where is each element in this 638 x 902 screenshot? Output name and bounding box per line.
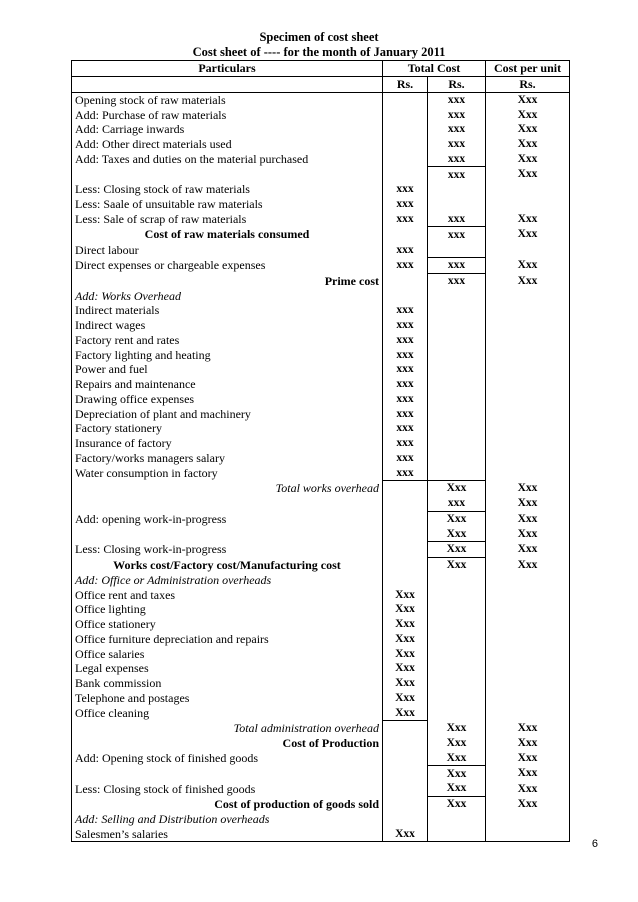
table-row: [72, 92, 570, 107]
total-cost-cell: [428, 347, 486, 362]
total-cost-cell: Xxx: [428, 542, 486, 558]
particulars-cell: Add: Opening stock of finished goods: [72, 751, 383, 766]
total-cost-cell: Xxx: [428, 766, 486, 781]
cost-per-unit-cell: Xxx: [486, 736, 570, 751]
total-cost-cell: xxx: [428, 92, 486, 107]
particulars-cell: Insurance of factory: [72, 436, 383, 451]
total-cost-cell: [428, 573, 486, 588]
particulars-cell: Factory rent and rates: [72, 333, 383, 348]
total-cost-detail-cell: Xxx: [383, 646, 428, 661]
cost-per-unit-cell: [486, 197, 570, 212]
page-number: 6: [591, 838, 598, 850]
table-row: [72, 511, 570, 526]
total-cost-detail-cell: Xxx: [383, 661, 428, 676]
particulars-cell: [72, 766, 383, 781]
total-cost-detail-cell: xxx: [383, 333, 428, 348]
total-cost-detail-cell: xxx: [383, 362, 428, 377]
particulars-cell: Total administration overhead: [72, 721, 383, 736]
table-row: [72, 481, 570, 496]
total-cost-detail-cell: [383, 557, 428, 572]
table-row: [72, 182, 570, 197]
total-cost-detail-cell: xxx: [383, 182, 428, 197]
cost-per-unit-cell: [486, 826, 570, 841]
cost-per-unit-cell: Xxx: [486, 257, 570, 273]
table-row: [72, 122, 570, 137]
total-cost-detail-cell: [383, 227, 428, 242]
cost-per-unit-cell: [486, 318, 570, 333]
table-row: [72, 107, 570, 122]
table-row: [72, 646, 570, 661]
table-row: [72, 542, 570, 558]
cost-per-unit-cell: [486, 632, 570, 647]
table-row: [72, 587, 570, 602]
table-row: [72, 526, 570, 541]
cost-per-unit-cell: [486, 333, 570, 348]
particulars-cell: Less: Closing stock of finished goods: [72, 781, 383, 796]
table-row: [72, 318, 570, 333]
total-cost-cell: [428, 617, 486, 632]
cost-per-unit-cell: [486, 362, 570, 377]
cost-per-unit-cell: [486, 465, 570, 480]
cost-per-unit-cell: Xxx: [486, 781, 570, 796]
table-row: [72, 705, 570, 720]
table-row: [72, 436, 570, 451]
table-row: [72, 421, 570, 436]
particulars-cell: Add: Carriage inwards: [72, 122, 383, 137]
total-cost-detail-cell: [383, 152, 428, 167]
table-row: [72, 197, 570, 212]
total-cost-cell: [428, 465, 486, 480]
total-cost-detail-cell: [383, 736, 428, 751]
total-cost-cell: Xxx: [428, 557, 486, 572]
total-cost-detail-cell: xxx: [383, 421, 428, 436]
document-subtitle: Cost sheet of ---- for the month of January 2011: [192, 45, 446, 59]
table-row: [72, 661, 570, 676]
total-cost-detail-cell: xxx: [383, 465, 428, 480]
table-row: [72, 632, 570, 647]
total-cost-cell: xxx: [428, 107, 486, 122]
cost-per-unit-cell: Xxx: [486, 137, 570, 152]
total-cost-detail-cell: [383, 812, 428, 827]
particulars-cell: Add: Selling and Distribution overheads: [72, 812, 383, 827]
cost-per-unit-cell: [486, 573, 570, 588]
particulars-cell: Office rent and taxes: [72, 587, 383, 602]
cost-per-unit-cell: Xxx: [486, 766, 570, 781]
total-cost-detail-cell: xxx: [383, 377, 428, 392]
total-cost-detail-cell: xxx: [383, 303, 428, 318]
total-cost-detail-cell: [383, 137, 428, 152]
table-row: [72, 691, 570, 706]
particulars-cell: Add: Office or Administration overheads: [72, 573, 383, 588]
total-cost-cell: [428, 632, 486, 647]
cost-per-unit-cell: Xxx: [486, 796, 570, 811]
table-row: [72, 573, 570, 588]
total-cost-cell: Xxx: [428, 511, 486, 526]
table-row: [72, 362, 570, 377]
unit-cell: [72, 76, 383, 92]
particulars-cell: Direct labour: [72, 242, 383, 257]
particulars-cell: Less: Closing stock of raw materials: [72, 182, 383, 197]
total-cost-detail-cell: xxx: [383, 406, 428, 421]
total-cost-cell: [428, 333, 486, 348]
total-cost-detail-cell: [383, 766, 428, 781]
total-cost-detail-cell: [383, 481, 428, 496]
table-row: [72, 451, 570, 466]
table-row: [72, 333, 570, 348]
cost-per-unit-cell: Xxx: [486, 557, 570, 572]
total-cost-detail-cell: [383, 542, 428, 558]
total-cost-detail-cell: Xxx: [383, 691, 428, 706]
particulars-cell: Add: Works Overhead: [72, 288, 383, 303]
particulars-cell: Indirect wages: [72, 318, 383, 333]
table-row: [72, 212, 570, 227]
particulars-cell: Cost of Production: [72, 736, 383, 751]
particulars-cell: Add: Purchase of raw materials: [72, 107, 383, 122]
particulars-cell: Total works overhead: [72, 481, 383, 496]
particulars-cell: Add: Taxes and duties on the material purchased: [72, 152, 383, 167]
unit-cell: Rs.: [383, 76, 428, 92]
particulars-cell: Cost of raw materials consumed: [72, 227, 383, 242]
cost-per-unit-cell: [486, 661, 570, 676]
total-cost-detail-cell: Xxx: [383, 617, 428, 632]
total-cost-detail-cell: xxx: [383, 212, 428, 227]
total-cost-detail-cell: [383, 92, 428, 107]
total-cost-cell: Xxx: [428, 781, 486, 796]
column-header-cost-per-unit: Cost per unit: [486, 61, 570, 77]
particulars-cell: Office salaries: [72, 646, 383, 661]
cost-per-unit-cell: [486, 451, 570, 466]
table-row: [72, 602, 570, 617]
particulars-cell: Works cost/Factory cost/Manufacturing cost: [72, 557, 383, 572]
cost-per-unit-cell: Xxx: [486, 542, 570, 558]
total-cost-cell: [428, 392, 486, 407]
particulars-cell: Water consumption in factory: [72, 465, 383, 480]
table-row: [72, 781, 570, 796]
table-row: [72, 557, 570, 572]
particulars-cell: Less: Sale of scrap of raw materials: [72, 212, 383, 227]
table-row: [72, 167, 570, 182]
total-cost-cell: xxx: [428, 273, 486, 288]
particulars-cell: Office cleaning: [72, 705, 383, 720]
total-cost-detail-cell: xxx: [383, 197, 428, 212]
total-cost-detail-cell: xxx: [383, 347, 428, 362]
total-cost-cell: [428, 826, 486, 841]
header-row: [72, 61, 570, 77]
total-cost-cell: [428, 436, 486, 451]
cost-per-unit-cell: [486, 406, 570, 421]
table-row: [72, 242, 570, 257]
total-cost-cell: [428, 406, 486, 421]
total-cost-detail-cell: [383, 526, 428, 541]
table-row: [72, 766, 570, 781]
total-cost-cell: [428, 812, 486, 827]
document-title: Specimen of cost sheet: [259, 30, 379, 44]
total-cost-cell: xxx: [428, 122, 486, 137]
total-cost-detail-cell: [383, 781, 428, 796]
particulars-cell: Office lighting: [72, 602, 383, 617]
total-cost-cell: [428, 691, 486, 706]
cost-per-unit-cell: Xxx: [486, 122, 570, 137]
table-row: [72, 392, 570, 407]
total-cost-cell: Xxx: [428, 481, 486, 496]
total-cost-detail-cell: [383, 288, 428, 303]
table-row: [72, 137, 570, 152]
total-cost-cell: [428, 421, 486, 436]
cost-per-unit-cell: [486, 705, 570, 720]
total-cost-cell: Xxx: [428, 736, 486, 751]
cost-per-unit-cell: [486, 182, 570, 197]
cost-per-unit-cell: [486, 347, 570, 362]
total-cost-cell: Xxx: [428, 796, 486, 811]
total-cost-cell: [428, 676, 486, 691]
total-cost-cell: [428, 602, 486, 617]
total-cost-detail-cell: [383, 107, 428, 122]
particulars-cell: Office furniture depreciation and repairs: [72, 632, 383, 647]
unit-cell: Rs.: [486, 76, 570, 92]
cost-per-unit-cell: [486, 646, 570, 661]
particulars-cell: Repairs and maintenance: [72, 377, 383, 392]
cost-per-unit-cell: Xxx: [486, 92, 570, 107]
column-header-particulars: Particulars: [72, 61, 383, 77]
total-cost-detail-cell: Xxx: [383, 587, 428, 602]
total-cost-detail-cell: Xxx: [383, 632, 428, 647]
total-cost-detail-cell: Xxx: [383, 705, 428, 720]
total-cost-cell: xxx: [428, 152, 486, 167]
cost-per-unit-cell: Xxx: [486, 481, 570, 496]
cost-per-unit-cell: [486, 436, 570, 451]
total-cost-cell: [428, 182, 486, 197]
cost-per-unit-cell: Xxx: [486, 721, 570, 736]
table-row: [72, 288, 570, 303]
total-cost-detail-cell: xxx: [383, 392, 428, 407]
table-row: [72, 406, 570, 421]
total-cost-cell: [428, 587, 486, 602]
particulars-cell: Less: Saale of unsuitable raw materials: [72, 197, 383, 212]
table-row: [72, 721, 570, 736]
table-row: [72, 227, 570, 242]
particulars-cell: Direct expenses or chargeable expenses: [72, 257, 383, 273]
total-cost-detail-cell: xxx: [383, 318, 428, 333]
cost-per-unit-cell: [486, 392, 570, 407]
cost-sheet-table: [71, 60, 570, 842]
total-cost-cell: xxx: [428, 227, 486, 242]
cost-per-unit-cell: [486, 602, 570, 617]
cost-per-unit-cell: Xxx: [486, 511, 570, 526]
total-cost-cell: [428, 288, 486, 303]
total-cost-detail-cell: Xxx: [383, 602, 428, 617]
particulars-cell: Salesmen’s salaries: [72, 826, 383, 841]
cost-per-unit-cell: Xxx: [486, 496, 570, 511]
cost-per-unit-cell: [486, 303, 570, 318]
particulars-cell: Prime cost: [72, 273, 383, 288]
cost-per-unit-cell: [486, 242, 570, 257]
total-cost-detail-cell: [383, 511, 428, 526]
cost-per-unit-cell: Xxx: [486, 273, 570, 288]
particulars-cell: Cost of production of goods sold: [72, 796, 383, 811]
units-row: [72, 76, 570, 92]
particulars-cell: Indirect materials: [72, 303, 383, 318]
cost-per-unit-cell: Xxx: [486, 152, 570, 167]
cost-per-unit-cell: [486, 812, 570, 827]
cost-per-unit-cell: [486, 691, 570, 706]
cost-per-unit-cell: [486, 587, 570, 602]
cost-per-unit-cell: Xxx: [486, 227, 570, 242]
total-cost-cell: [428, 303, 486, 318]
cost-per-unit-cell: [486, 617, 570, 632]
table-row: [72, 796, 570, 811]
total-cost-detail-cell: xxx: [383, 257, 428, 273]
total-cost-detail-cell: xxx: [383, 242, 428, 257]
table-row: [72, 273, 570, 288]
cost-per-unit-cell: [486, 377, 570, 392]
table-row: [72, 496, 570, 511]
particulars-cell: Depreciation of plant and machinery: [72, 406, 383, 421]
table-row: [72, 257, 570, 273]
total-cost-detail-cell: [383, 573, 428, 588]
cost-per-unit-cell: Xxx: [486, 212, 570, 227]
column-header-total-cost: Total Cost: [383, 61, 486, 77]
total-cost-cell: xxx: [428, 257, 486, 273]
table-row: [72, 465, 570, 480]
particulars-cell: Drawing office expenses: [72, 392, 383, 407]
cost-per-unit-cell: Xxx: [486, 167, 570, 182]
particulars-cell: [72, 496, 383, 511]
table-row: [72, 826, 570, 841]
total-cost-cell: [428, 318, 486, 333]
total-cost-cell: [428, 661, 486, 676]
total-cost-detail-cell: [383, 496, 428, 511]
total-cost-cell: Xxx: [428, 751, 486, 766]
total-cost-detail-cell: Xxx: [383, 676, 428, 691]
particulars-cell: [72, 526, 383, 541]
particulars-cell: Power and fuel: [72, 362, 383, 377]
particulars-cell: Add: Other direct materials used: [72, 137, 383, 152]
total-cost-cell: xxx: [428, 137, 486, 152]
table-row: [72, 303, 570, 318]
particulars-cell: Telephone and postages: [72, 691, 383, 706]
total-cost-cell: Xxx: [428, 721, 486, 736]
total-cost-cell: [428, 242, 486, 257]
cost-per-unit-cell: Xxx: [486, 107, 570, 122]
total-cost-cell: Xxx: [428, 526, 486, 541]
table-row: [72, 377, 570, 392]
particulars-cell: Legal expenses: [72, 661, 383, 676]
total-cost-detail-cell: [383, 273, 428, 288]
total-cost-cell: [428, 197, 486, 212]
table-row: [72, 812, 570, 827]
particulars-cell: Factory lighting and heating: [72, 347, 383, 362]
particulars-cell: [72, 167, 383, 182]
cost-per-unit-cell: [486, 676, 570, 691]
cost-per-unit-cell: Xxx: [486, 751, 570, 766]
particulars-cell: Factory stationery: [72, 421, 383, 436]
particulars-cell: Bank commission: [72, 676, 383, 691]
particulars-cell: Add: opening work-in-progress: [72, 511, 383, 526]
cost-per-unit-cell: [486, 421, 570, 436]
particulars-cell: Opening stock of raw materials: [72, 92, 383, 107]
table-row: [72, 676, 570, 691]
total-cost-detail-cell: [383, 796, 428, 811]
total-cost-detail-cell: xxx: [383, 451, 428, 466]
table-row: [72, 736, 570, 751]
total-cost-detail-cell: [383, 122, 428, 137]
total-cost-cell: xxx: [428, 167, 486, 182]
total-cost-cell: [428, 451, 486, 466]
table-row: [72, 152, 570, 167]
table-row: [72, 617, 570, 632]
particulars-cell: Less: Closing work-in-progress: [72, 542, 383, 558]
total-cost-cell: [428, 646, 486, 661]
total-cost-detail-cell: [383, 721, 428, 736]
table-row: [72, 347, 570, 362]
total-cost-cell: [428, 362, 486, 377]
total-cost-detail-cell: [383, 751, 428, 766]
total-cost-cell: xxx: [428, 212, 486, 227]
particulars-cell: Factory/works managers salary: [72, 451, 383, 466]
total-cost-cell: xxx: [428, 496, 486, 511]
total-cost-cell: [428, 377, 486, 392]
cost-per-unit-cell: Xxx: [486, 526, 570, 541]
unit-cell: Rs.: [428, 76, 486, 92]
particulars-cell: Office stationery: [72, 617, 383, 632]
total-cost-cell: [428, 705, 486, 720]
table-row: [72, 751, 570, 766]
total-cost-detail-cell: [383, 167, 428, 182]
total-cost-detail-cell: xxx: [383, 436, 428, 451]
total-cost-detail-cell: Xxx: [383, 826, 428, 841]
cost-per-unit-cell: [486, 288, 570, 303]
